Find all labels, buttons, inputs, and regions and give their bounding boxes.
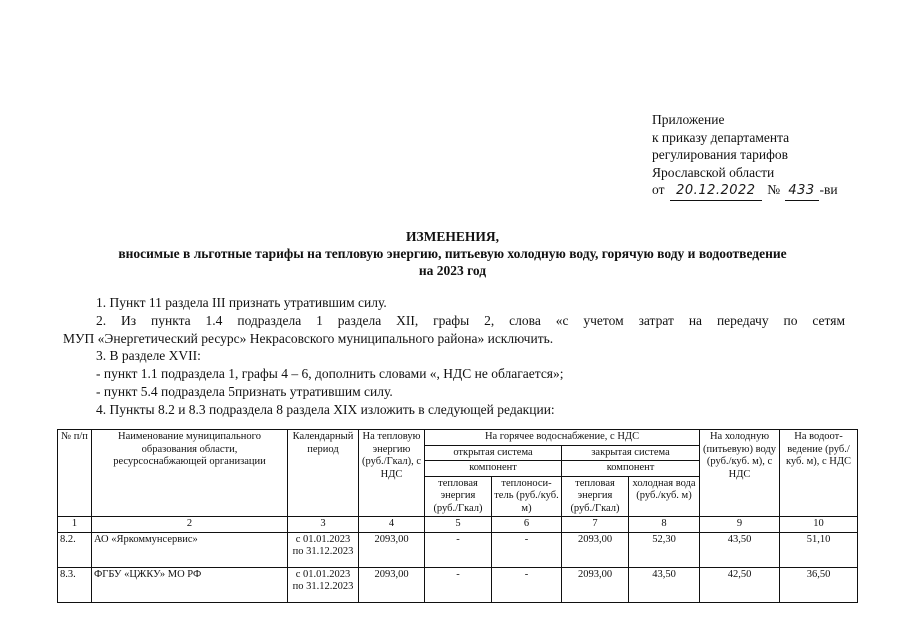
period-end: по 31.12.2023 [292, 581, 354, 592]
tariff-table [57, 429, 858, 603]
document-subtitle: вносимые в льготные тарифы на тепловую энергию, питьевую холодную воду, горячую воду и водоотведение [118, 246, 787, 261]
paragraph: 4. Пункты 8.2 и 8.3 подраздела 8 раздела XIX изложить в следующей редакции: [96, 401, 555, 417]
column-number: 1 [58, 517, 92, 533]
row-drainage: 36,50 [780, 567, 858, 602]
column-number: 8 [629, 517, 700, 533]
row-cold-water: 42,50 [700, 567, 780, 602]
paragraph: МУП «Энергетический ресурс» Некрасовского муниципального района» исключить. [63, 330, 554, 346]
header-closed-system: закрытая система [562, 445, 700, 461]
row-closed-cold: 43,50 [629, 567, 700, 602]
row-period [288, 532, 359, 567]
header-open-system: открытая система [425, 445, 562, 461]
header-num: № п/п [58, 430, 92, 517]
appendix-line: Ярославской области [652, 164, 775, 180]
header-cold-water: На холодную (питьевую) воду (руб./куб. м), с НДС [700, 430, 780, 517]
column-number: 4 [359, 517, 425, 533]
row-closed-heat: 2093,00 [562, 532, 629, 567]
header-open-heat-energy: тепловая энергия (руб./Гкал) [425, 476, 492, 517]
row-org-name: ФГБУ «ЦЖКУ» МО РФ [92, 567, 288, 602]
column-number: 9 [700, 517, 780, 533]
period-start: с 01.01.2023 [295, 568, 351, 580]
column-number: 2 [92, 517, 288, 533]
paragraph: 3. В разделе XVII: [96, 348, 201, 364]
header-component: компонент [425, 461, 562, 477]
row-closed-cold: 52,30 [629, 532, 700, 567]
row-num: 8.3. [58, 567, 92, 602]
column-number: 7 [562, 517, 629, 533]
document-title: ИЗМЕНЕНИЯ, [405, 229, 499, 244]
header-name: Наименование муниципального образования области, ресурсоснабжающей организации [92, 430, 288, 517]
row-drainage: 51,10 [780, 532, 858, 567]
appendix-block [652, 111, 838, 201]
number-label: № [767, 182, 781, 197]
header-component: компонент [562, 461, 700, 477]
row-open-carrier: - [492, 567, 562, 602]
row-open-carrier: - [492, 532, 562, 567]
paragraph: - пункт 1.1 подраздела 1, графы 4 – 6, дополнить словами «, НДС не облагается»; [96, 366, 564, 382]
column-number: 6 [492, 517, 562, 533]
row-heat: 2093,00 [359, 567, 425, 602]
row-heat: 2093,00 [359, 532, 425, 567]
row-period [288, 567, 359, 602]
column-number: 5 [425, 517, 492, 533]
table-row [58, 567, 858, 602]
header-period: Календарный период [288, 430, 359, 517]
period-end: по 31.12.2023 [292, 546, 354, 557]
table-header-row [58, 430, 858, 446]
header-hot-water: На горячее водоснабжение, с НДС [425, 430, 700, 446]
row-num: 8.2. [58, 532, 92, 567]
document-subtitle-year: на 2023 год [418, 263, 487, 278]
paragraph: 1. Пункт 11 раздела III признать утратившим силу. [96, 295, 387, 310]
number-suffix: -ви [819, 182, 838, 197]
paragraph: - пункт 5.4 подраздела 5признать утратившим силу. [96, 383, 393, 399]
appendix-date-line [652, 181, 838, 201]
handwritten-number: 433 [785, 182, 819, 201]
column-number-row [58, 517, 858, 533]
header-closed-heat-energy: тепловая энергия (руб./Гкал) [562, 476, 629, 517]
table-row [58, 532, 858, 567]
appendix-line: к приказу департамента [652, 129, 790, 145]
from-label: от [652, 182, 665, 197]
row-open-heat: - [425, 532, 492, 567]
row-cold-water: 43,50 [700, 532, 780, 567]
header-drainage: На водоот-ведение (руб./куб. м), с НДС [780, 430, 858, 517]
appendix-line: регулирования тарифов [652, 147, 789, 162]
column-number: 10 [780, 517, 858, 533]
paragraph: 2. Из пункта 1.4 подраздела 1 раздела XII, графы 2, слова «с учетом затрат на передачу по сетям [96, 312, 845, 328]
header-closed-cold-water: холодная вода (руб./куб. м) [629, 476, 700, 517]
row-open-heat: - [425, 567, 492, 602]
row-org-name: АО «Яркоммунсервис» [92, 532, 288, 567]
document-body [63, 294, 845, 419]
handwritten-date: 20.12.2022 [670, 182, 762, 201]
period-start: с 01.01.2023 [295, 533, 351, 545]
row-closed-heat: 2093,00 [562, 567, 629, 602]
header-open-heat-carrier: теплоноси-тель (руб./куб. м) [492, 476, 562, 517]
header-heat: На тепловую энергию (руб./Гкал), с НДС [359, 430, 425, 517]
appendix-line: Приложение [652, 112, 725, 127]
column-number: 3 [288, 517, 359, 533]
